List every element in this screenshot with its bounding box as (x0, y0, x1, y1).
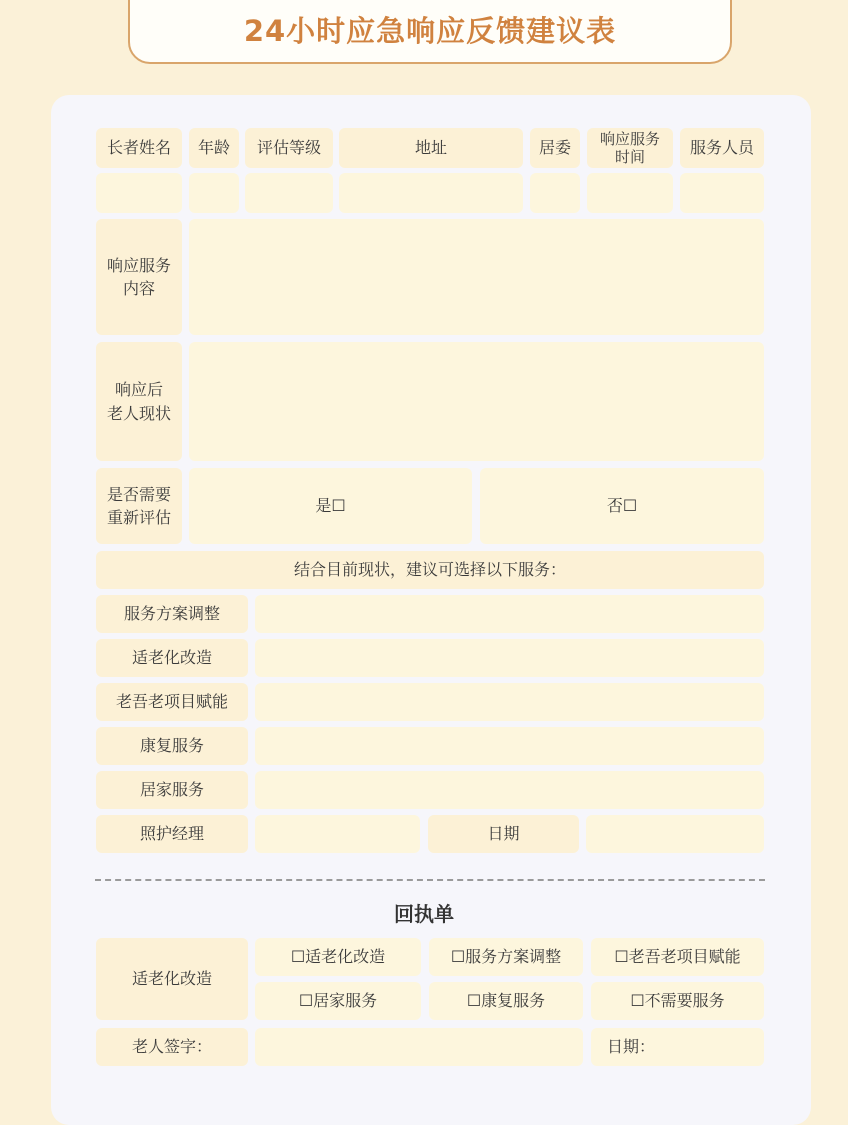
service-field-laowulao[interactable] (255, 683, 764, 721)
suggestion-heading: 结合目前现状，建议可选择以下服务： (96, 551, 764, 589)
response-content-label-text: 响应服务 内容 (106, 255, 171, 298)
receipt-option-aging-renovation[interactable]: ☐适老化改造 (255, 938, 421, 976)
service-field-rehab[interactable] (255, 727, 764, 765)
signature-field[interactable] (255, 1028, 583, 1066)
header-address: 地址 (339, 128, 523, 168)
reassess-yes-checkbox[interactable]: 是☐ (189, 468, 472, 544)
service-field-aging-renovation[interactable] (255, 639, 764, 677)
header-name: 长者姓名 (96, 128, 182, 168)
receipt-row-label: 适老化改造 (96, 938, 248, 1020)
header-assessment-level: 评估等级 (245, 128, 333, 168)
receipt-option-laowulao[interactable]: ☐老吾老项目赋能 (591, 938, 764, 976)
input-name[interactable] (96, 173, 182, 213)
date-field[interactable] (586, 815, 764, 853)
receipt-option-rehab[interactable]: ☐康复服务 (429, 982, 583, 1020)
input-response-time[interactable] (587, 173, 673, 213)
service-label-home: 居家服务 (96, 771, 248, 809)
care-manager-label: 照护经理 (96, 815, 248, 853)
post-status-field[interactable] (189, 342, 764, 461)
service-label-aging-renovation: 适老化改造 (96, 639, 248, 677)
post-status-label (96, 342, 182, 461)
header-response-time-text: 响应服务 时间 (599, 130, 660, 166)
response-content-field[interactable] (189, 219, 764, 335)
reassess-label (96, 468, 182, 544)
service-label-rehab: 康复服务 (96, 727, 248, 765)
header-response-time (587, 128, 673, 168)
receipt-option-plan-adjust[interactable]: ☐服务方案调整 (429, 938, 583, 976)
input-assessment-level[interactable] (245, 173, 333, 213)
reassess-no-checkbox[interactable]: 否☐ (480, 468, 764, 544)
post-status-label-text: 响应后 老人现状 (106, 380, 171, 423)
receipt-date-field[interactable]: 日期： (591, 1028, 764, 1066)
header-committee: 居委 (530, 128, 580, 168)
input-committee[interactable] (530, 173, 580, 213)
receipt-option-home[interactable]: ☐居家服务 (255, 982, 421, 1020)
input-staff[interactable] (680, 173, 764, 213)
service-label-laowulao: 老吾老项目赋能 (96, 683, 248, 721)
reassess-label-text: 是否需要 重新评估 (106, 484, 171, 527)
dashed-divider (95, 879, 765, 881)
service-label-plan-adjust: 服务方案调整 (96, 595, 248, 633)
page-title: 24小时应急响应反馈建议表 (243, 14, 617, 48)
input-address[interactable] (339, 173, 523, 213)
signature-label: 老人签字： (96, 1028, 248, 1066)
care-manager-field[interactable] (255, 815, 420, 853)
header-age: 年龄 (189, 128, 239, 168)
header-staff: 服务人员 (680, 128, 764, 168)
service-field-home[interactable] (255, 771, 764, 809)
input-age[interactable] (189, 173, 239, 213)
response-content-label (96, 219, 182, 335)
receipt-option-no-service[interactable]: ☐不需要服务 (591, 982, 764, 1020)
service-field-plan-adjust[interactable] (255, 595, 764, 633)
receipt-title: 回执单 (394, 902, 454, 926)
date-label: 日期 (428, 815, 579, 853)
title-banner (128, 0, 732, 64)
